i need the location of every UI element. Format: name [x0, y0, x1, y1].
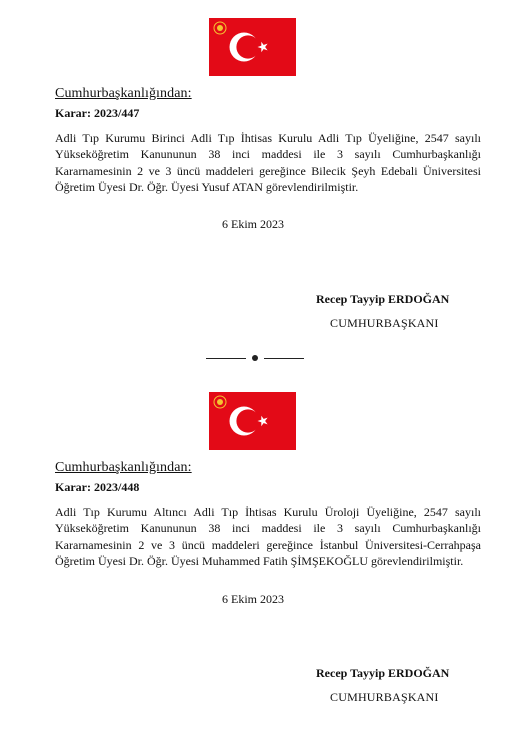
decision-date: 6 Ekim 2023 [222, 217, 284, 231]
decision-date: 6 Ekim 2023 [222, 592, 284, 606]
separator-line-right [264, 358, 304, 359]
section-heading: Cumhurbaşkanlığından: [55, 460, 192, 475]
signatory-title: CUMHURBAŞKANI [330, 316, 439, 330]
turkish-flag-icon [209, 392, 296, 450]
decision-body: Adli Tıp Kurumu Birinci Adli Tıp İhtisas Kurulu Adli Tıp Üyeliğine, 2547 sayılı Yükseköğretim Kanununun 38 inci maddesi ile 3 sayılı Cumhurbaşkanlığı Kararnamesinin 2 ve 3 üncü maddeleri gereğince Bilecik Şeyh Edebali Üniversitesi Öğretim Üyesi Dr. Öğr. Üyesi Yusuf ATAN görevlendirilmiştir. [55, 131, 481, 194]
presidential-emblem-icon [213, 21, 227, 35]
decision-body: Adli Tıp Kurumu Altıncı Adli Tıp İhtisas Kurulu Üroloji Üyeliğine, 2547 sayılı Yükseköğretim Kanununun 38 inci maddesi ile 3 sayılı Cumhurbaşkanlığı Kararnamesinin 2 ve 3 üncü maddeleri gereğince İstanbul Üniversitesi-Cerrahpaşa Öğretim Üyesi Dr. Öğr. Üyesi Muhammed Fatih ŞİMŞEKOĞLU görevlendirilmiştir. [55, 505, 481, 568]
dot-separator-icon [206, 352, 304, 364]
decision-number: Karar: 2023/448 [55, 480, 140, 494]
signatory-name: Recep Tayyip ERDOĞAN [316, 666, 450, 680]
section-heading: Cumhurbaşkanlığından: [55, 86, 192, 101]
presidential-emblem-icon [213, 395, 227, 409]
separator-dot [252, 355, 258, 361]
separator-line-left [206, 358, 246, 359]
signatory-title: CUMHURBAŞKANI [330, 690, 439, 704]
turkish-flag-icon [209, 18, 296, 76]
decision-number: Karar: 2023/447 [55, 106, 140, 120]
signatory-name: Recep Tayyip ERDOĞAN [316, 292, 450, 306]
